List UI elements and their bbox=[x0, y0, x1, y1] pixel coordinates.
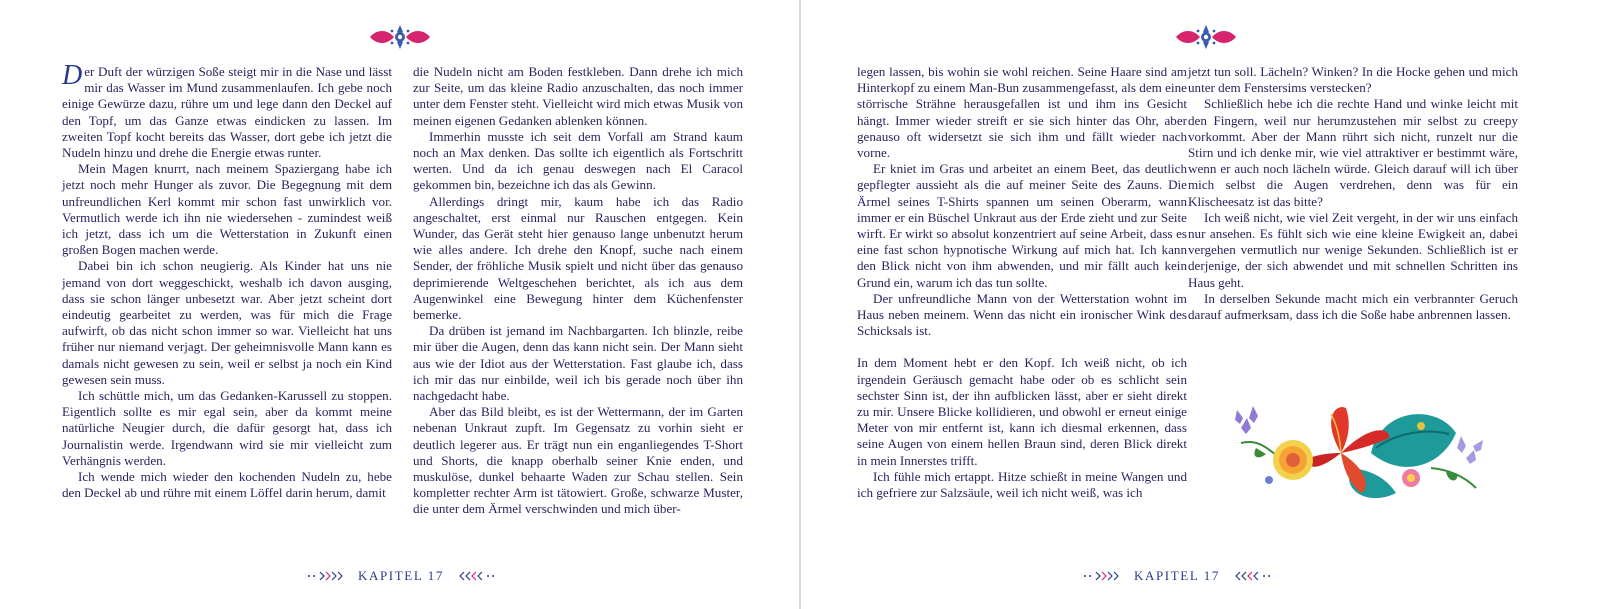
paragraph: Der Duft der würzigen Soße steigt mir in die Nase und lässt mir das Wasser im Mund zusammenlaufen. Ich gebe noch einige Gewürze dazu, rühre um und lege dann den Deckel auf den Topf, um das Ganze etwas eindicken zu lassen. Im zweiten Topf kocht bereits das Wasser, dort gebe ich jetzt die Nudeln hinzu und drehe die Energie etwas runter. bbox=[62, 60, 392, 161]
paragraph: Der unfreundliche Mann von der Wetterstation wohnt im Haus neben meinem. Wenn das nicht ein ironischer Wink des Schicksals ist. bbox=[857, 290, 1187, 339]
floral-illustration-icon bbox=[1221, 398, 1491, 508]
drop-cap: D bbox=[62, 60, 83, 91]
paragraph: Ich wende mich wieder den kochenden Nudeln zu, hebe den Deckel ab und rühre mit einem Löffel darin herum, damit bbox=[62, 469, 392, 501]
left-page bbox=[0, 0, 799, 609]
flower-ornament-icon bbox=[368, 22, 432, 52]
arrow-deco-icon bbox=[306, 571, 348, 581]
arrow-deco-icon bbox=[454, 571, 496, 581]
paragraph: Ich weiß nicht, wie viel Zeit vergeht, in der wir uns einfach nur ansehen. Es fühlt sich wie eine kleine Ewigkeit an, dabei vergehen vermutlich nur wenige Sekunden. Schließlich ist er derjenige, der sich abwendet und mit schnellen Schritten ins Haus geht. bbox=[1188, 209, 1518, 290]
paragraph: Dabei bin ich schon neugierig. Als Kinder hat uns nie jemand von dort weggeschickt, weshalb ich davon ausging, dass sie schon länger unbesetzt war. Aber jetzt scheint dort eindeutig gearbeitet zu werden, was für mich die Frage aufwirft, ob das nicht schon immer so war. Vielleicht hat uns früher nur niemand verjagt. Der geheimnisvolle Mann kann es damals nicht gewesen zu sein, weil er selbst ja noch ein Kind gewesen sein muss. bbox=[62, 258, 392, 387]
paragraph: die Nudeln nicht am Boden festkleben. Dann drehe ich mich zur Seite, um das kleine Radio anzuschalten, das noch immer unter dem Fenster steht. Vielleicht wird mich etwas Musik von meinen eigenen Gedanken ablenken können. bbox=[413, 64, 743, 128]
left-column-2 bbox=[413, 64, 743, 518]
paragraph: Er kniet im Gras und arbeitet an einem Beet, das deutlich gepflegter aussieht als die auf meiner Seite des Zauns. Die Ärmel seines T-Shirts spannen um seinen Oberarm, wann immer er ein Büschel Unkraut aus der Erde zieht und zur Seite wirft. Er wirkt so absolut konzentriert auf seine Arbeit, dass es eine fast schon hypnotische Wirkung auf mich hat. Ich kann den Blick nicht von ihm abwenden, und mir fällt auch kein Grund ein, warum ich das tun sollte. bbox=[857, 161, 1187, 290]
left-column-1 bbox=[62, 60, 392, 501]
chapter-label: KAPITEL 17 bbox=[1134, 568, 1220, 583]
running-footer bbox=[1082, 566, 1272, 586]
paragraph: Schließlich hebe ich die rechte Hand und winke leicht mit den Fingern, weil nur herumzustehen mir selbst zu creepy vorkommt. Aber der Mann rührt sich nicht, runzelt nur die Stirn und ich denke mir, wie viel attraktiver er bestimmt wäre, wenn er auch noch lächeln würde. Gleich darauf will ich über mich selbst die Augen verdrehen, denn was für ein Klischeesatz ist das bitte? bbox=[1188, 96, 1518, 209]
paragraph: jetzt tun soll. Lächeln? Winken? In die Hocke gehen und mich unter dem Fenstersims verstecken? bbox=[1188, 64, 1518, 96]
paragraph: In dem Moment hebt er den Kopf. Ich weiß nicht, ob ich irgendein Geräusch gemacht habe oder ob es schlicht sein sechster Sinn ist, der ihn aufblicken lässt, aber er sieht direkt zu mir. Unsere Blicke kollidieren, und obwohl er erneut einige Meter von mir entfernt ist, kann ich diesmal erkennen, dass seine Augen von einem hellen Braun sind, deren Blick direkt in mein Innerstes trifft. bbox=[857, 355, 1187, 468]
paragraph: Immerhin musste ich seit dem Vorfall am Strand kaum noch an Max denken. Das sollte ich eigentlich als Fortschritt werten. Und da ich genau deswegen nach El Caracol gekommen bin, bezeichne ich das als Gewinn. bbox=[413, 128, 743, 193]
arrow-deco-icon bbox=[1230, 571, 1272, 581]
paragraph: Aber das Bild bleibt, es ist der Wettermann, der im Garten nebenan Unkraut zupft. Im Gegensatz zu vorhin sieht er deutlich legerer aus. Er trägt nun ein enganliegendes T-Short und Shorts, die knapp oberhalb seiner Knie enden, und muskulöse, dunkel behaarte Waden zur Schau stellen. Sein kompletter rechter Arm ist tätowiert. Große, schwarze Muster, die unter dem Ärmel verschwinden und mich über- bbox=[413, 404, 743, 517]
paragraph: Da drüben ist jemand im Nachbargarten. Ich blinzle, reibe mir über die Augen, denn das kann nicht sein. Der Mann sieht aus wie der Idiot aus der Wetterstation. Fast glaube ich, dass ich mir das nur einbilde, weil ich bis gerade noch über ihn nachgedacht habe. bbox=[413, 323, 743, 404]
paragraph: legen lassen, bis wohin sie wohl reichen. Seine Haare sind am Hinterkopf zu einem Man-Bun zusammengefasst, als dem eine störrische Strähne herausgefallen ist und ihm ins Gesicht hängt. Immer wieder streift er sie sich hinter das Ohr, aber genauso oft widersetzt sie sich ihm und fällt wieder nach vorne. bbox=[857, 64, 1187, 161]
right-column-2 bbox=[1188, 64, 1518, 323]
arrow-deco-icon bbox=[1082, 571, 1124, 581]
right-column-1 bbox=[857, 64, 1187, 501]
paragraph: In derselben Sekunde macht mich ein verbrannter Geruch darauf aufmerksam, dass ich die Soße habe anbrennen lassen. bbox=[1188, 290, 1518, 323]
flower-ornament-icon bbox=[1174, 22, 1238, 52]
paragraph: Mein Magen knurrt, nach meinem Spaziergang habe ich jetzt noch mehr Hunger als zuvor. Die Begegnung mit dem unfreundlichen Kerl kommt mir schon fast unwirklich vor. Vermutlich werde ich ihn nie wiedersehen - zumindest weiß ich jetzt, dass ich um die Wetterstation in Zukunft einen großen Bogen machen werde. bbox=[62, 161, 392, 258]
paragraph: Allerdings dringt mir, kaum habe ich das Radio angeschaltet, erst einmal nur Rauschen entgegen. Kein Wunder, das Gerät steht hier genauso lange unbenutzt herum wie alles andere. Ich drehe den Knopf, suche nach einem Sender, der fröhliche Musik spielt und nicht über das genauso deprimierende Weltgeschehen berichtet, als ich aus dem Augenwinkel eine Bewegung hinter dem Küchenfenster bemerke. bbox=[413, 193, 743, 323]
running-footer bbox=[306, 566, 496, 586]
paragraph: Ich fühle mich ertappt. Hitze schießt in meine Wangen und ich gefriere zur Salzsäule, weil ich nicht weiß, was ich bbox=[857, 468, 1187, 501]
right-page bbox=[801, 0, 1600, 609]
chapter-label: KAPITEL 17 bbox=[358, 568, 444, 583]
paragraph: Ich schüttle mich, um das Gedanken-Karussell zu stoppen. Eigentlich sollte es mir egal sein, aber da kommt meine natürliche Neugier durch, die dafür gesorgt hat, dass ich Journalistin werde. Irgendwann wird sie mir vielleicht zum Verhängnis werden. bbox=[62, 388, 392, 468]
